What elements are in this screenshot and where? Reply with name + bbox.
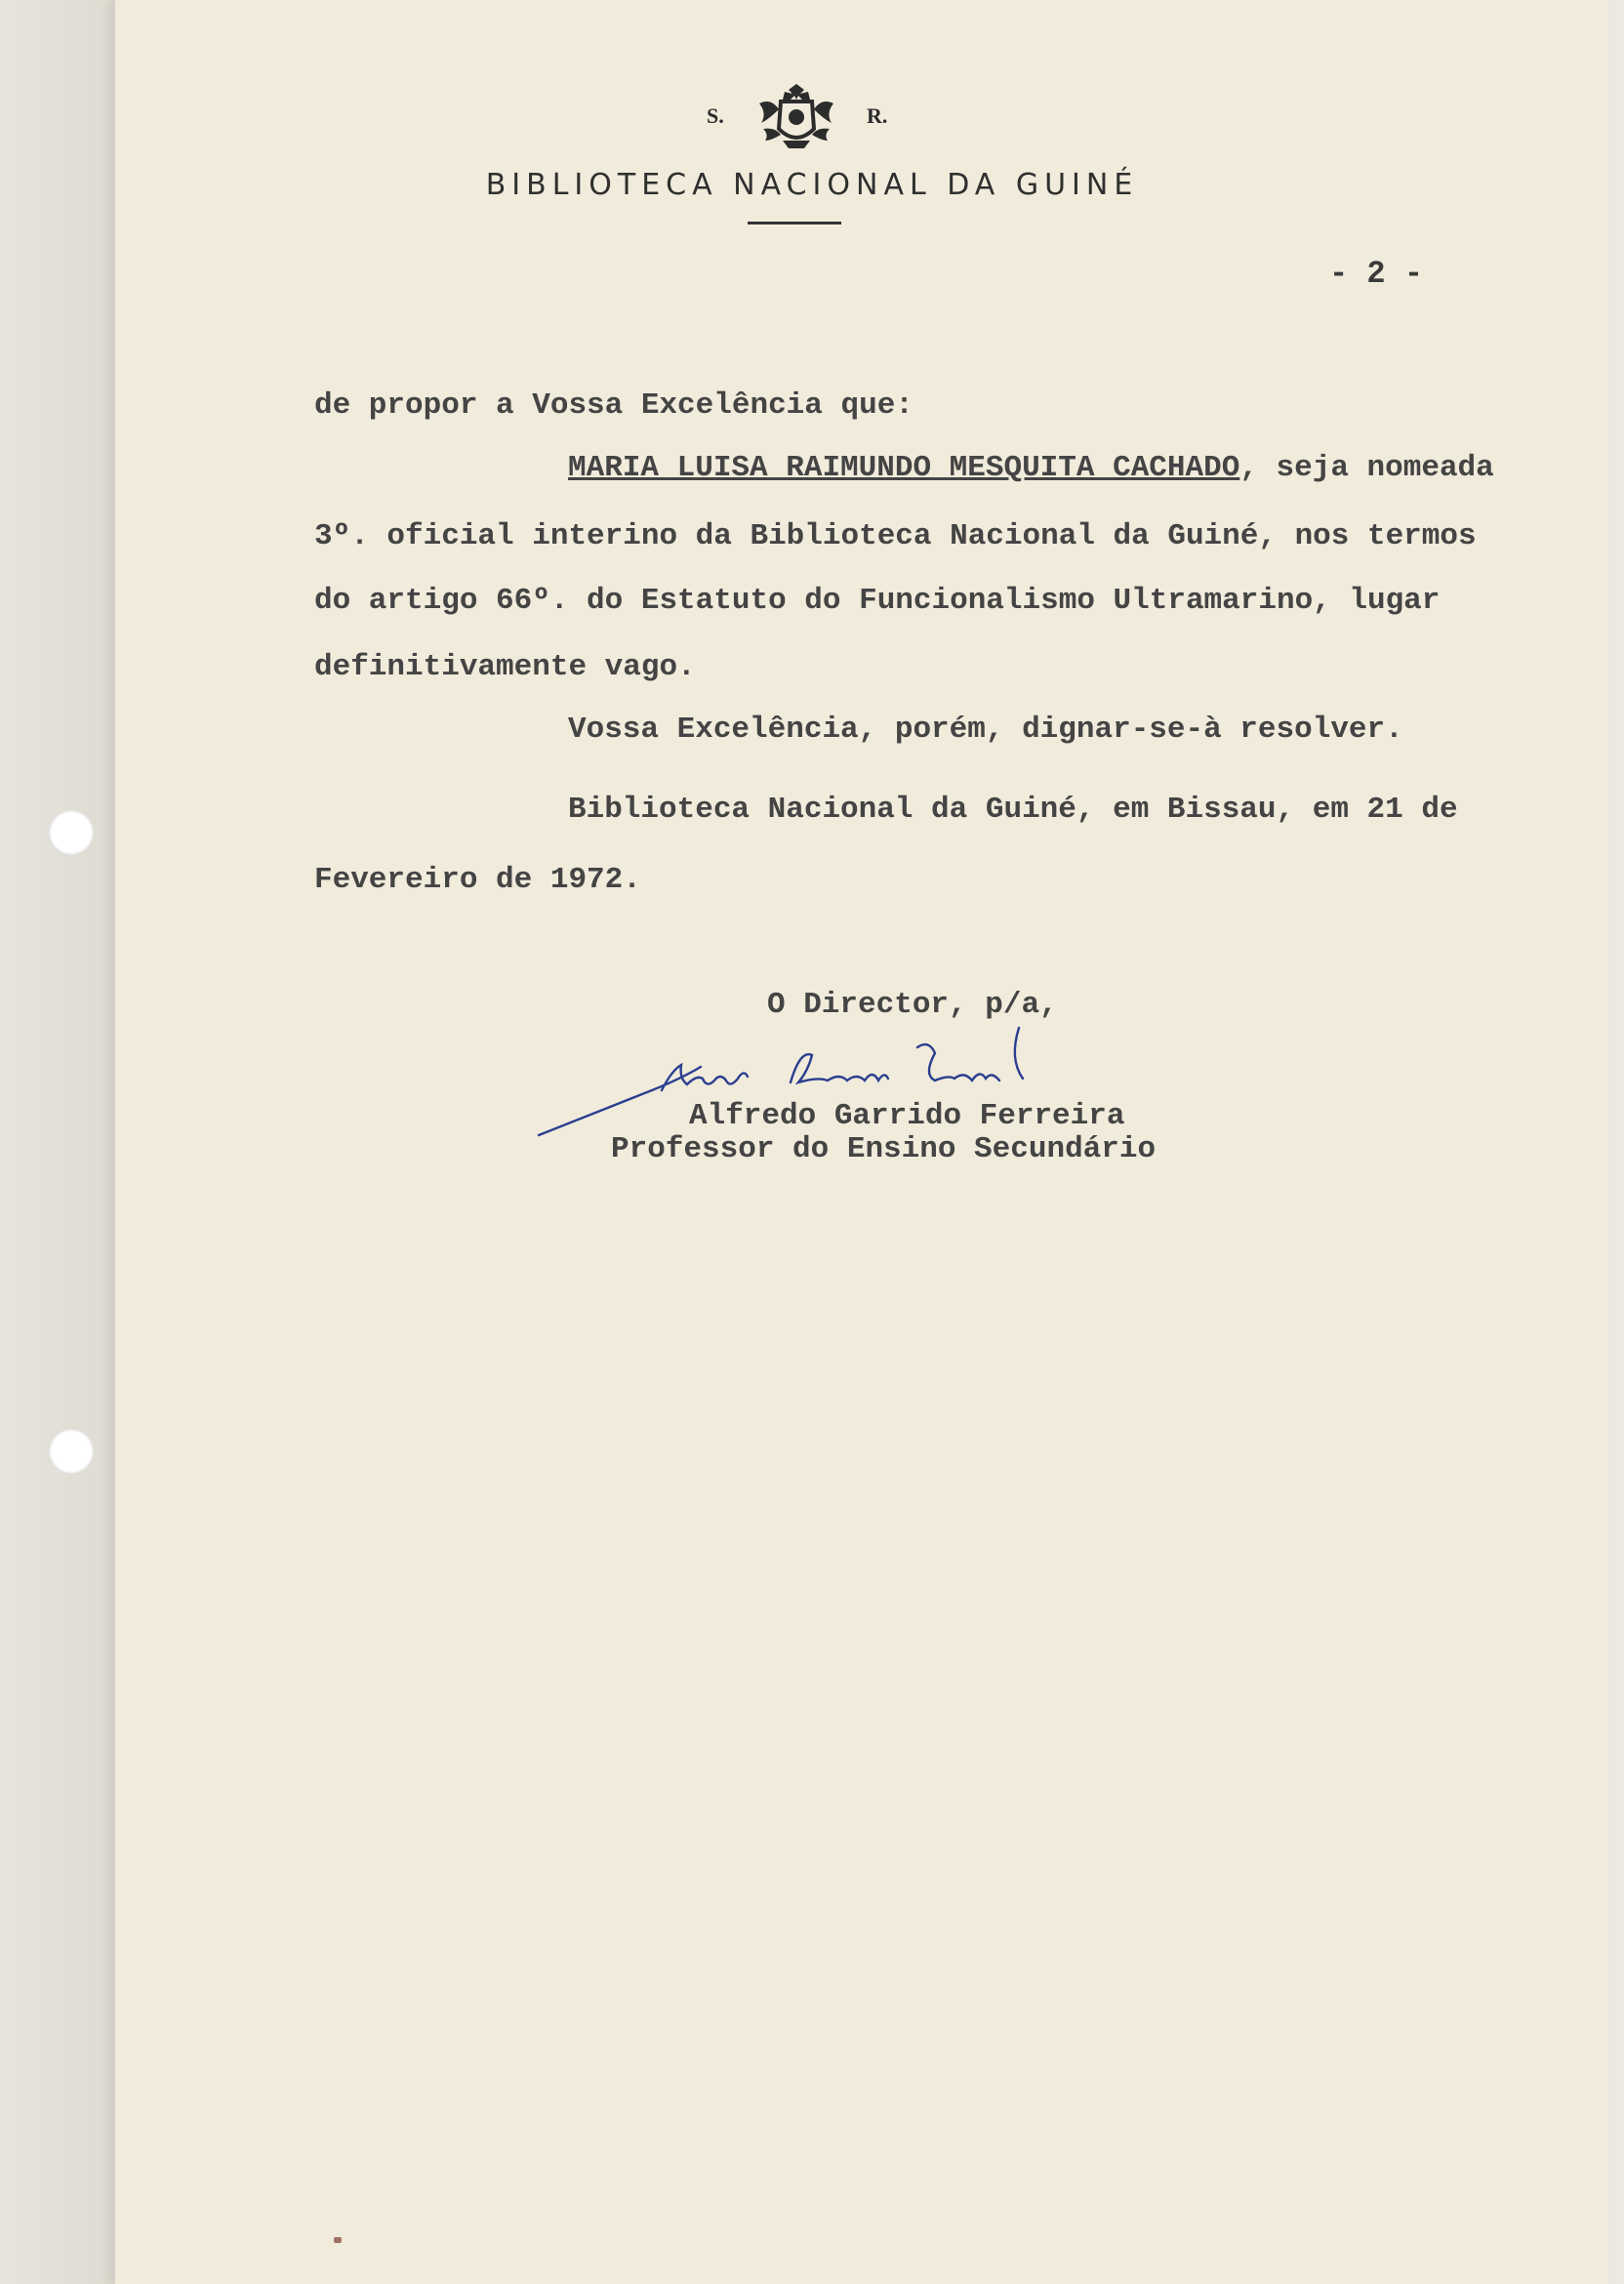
letterhead-divider — [748, 222, 841, 224]
body-line-2-rest: , seja nomeada — [1239, 451, 1494, 485]
body-line-4: do artigo 66º. do Estatuto do Funcionalismo Ultramarino, lugar — [314, 584, 1441, 618]
signatory-position: Professor do Ensino Secundário — [611, 1132, 1157, 1166]
punch-hole-top — [49, 810, 94, 855]
body-line-6: Vossa Excelência, porém, dignar-se-à resolver. — [568, 713, 1403, 747]
page-number: - 2 - — [1329, 256, 1424, 292]
body-line-8: Fevereiro de 1972. — [314, 863, 641, 897]
body-line-5: definitivamente vago. — [314, 650, 696, 684]
punch-hole-bottom — [49, 1429, 94, 1474]
letterhead-initial-r: R. — [867, 103, 888, 128]
letterhead-initial-s: S. — [707, 103, 724, 128]
organization-name: BIBLIOTECA NACIONAL DA GUINÉ — [485, 168, 1139, 202]
body-line-2 — [568, 451, 1494, 485]
nominee-name: MARIA LUISA RAIMUNDO MESQUITA CACHADO — [568, 451, 1240, 485]
signatory-name: Alfredo Garrido Ferreira — [689, 1099, 1125, 1133]
binding-strip — [0, 0, 115, 2284]
body-line-1: de propor a Vossa Excelência que: — [314, 388, 914, 423]
body-line-3: 3º. oficial interino da Biblioteca Nacional da Guiné, nos termos — [314, 519, 1477, 553]
signatory-title: O Director, p/a, — [767, 988, 1058, 1022]
body-line-7: Biblioteca Nacional da Guiné, em Bissau, em 21 de — [568, 793, 1458, 827]
paper-blemish — [334, 2237, 342, 2243]
coat-of-arms-icon — [753, 80, 839, 152]
letterhead-top-row — [0, 80, 1624, 158]
